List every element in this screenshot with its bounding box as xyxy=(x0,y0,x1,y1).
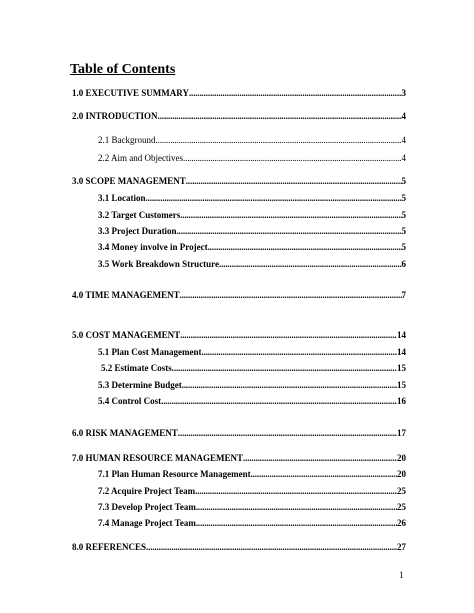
toc-entry-label: 5.3 Determine Budget xyxy=(98,380,182,390)
toc-entry-label: 2.2 Aim and Objectives xyxy=(98,153,183,163)
leader-dots xyxy=(161,395,397,407)
toc-entry xyxy=(72,452,406,464)
toc-entry xyxy=(98,379,406,391)
toc-entry-page: 26 xyxy=(397,518,406,528)
toc-entry xyxy=(98,395,406,407)
toc-entry xyxy=(101,362,406,374)
toc-entry-label: 4.0 TIME MANAGEMENT xyxy=(72,290,180,300)
toc-entry-page: 27 xyxy=(397,542,406,552)
leader-dots xyxy=(202,346,398,358)
page-number: 1 xyxy=(399,570,404,580)
leader-dots xyxy=(177,225,402,237)
toc-entry xyxy=(98,209,406,221)
toc-entry xyxy=(72,87,406,99)
toc-entry-page: 20 xyxy=(397,453,406,463)
toc-entry-label: 5.1 Plan Cost Management xyxy=(98,347,202,357)
toc-entry-page: 25 xyxy=(397,502,406,512)
toc-entry-page: 15 xyxy=(397,363,406,373)
leader-dots xyxy=(172,362,397,374)
toc-entry-label: 3.2 Target Customers xyxy=(98,210,181,220)
toc-entry xyxy=(98,225,406,237)
toc-entry xyxy=(98,346,406,358)
leader-dots xyxy=(156,134,402,146)
leader-dots xyxy=(146,192,402,204)
toc-entry xyxy=(98,468,406,480)
toc-entry-label: 3.3 Project Duration xyxy=(98,226,177,236)
toc-entry-page: 4 xyxy=(401,135,406,145)
toc-entry-label: 7.4 Manage Project Team xyxy=(98,518,196,528)
toc-entry-label: 3.4 Money involve in Project xyxy=(98,242,208,252)
toc-entry-page: 7 xyxy=(401,290,406,300)
toc-entry-label: 5.4 Control Cost xyxy=(98,396,162,406)
toc-entry-label: 7.1 Plan Human Resource Management xyxy=(98,469,251,479)
leader-dots xyxy=(196,517,397,529)
leader-dots xyxy=(146,541,397,553)
toc-entry-label: 6.0 RISK MANAGEMENT xyxy=(72,428,178,438)
leader-dots xyxy=(182,379,397,391)
toc-entry xyxy=(98,258,406,270)
leader-dots xyxy=(208,241,402,253)
toc-entry-label: 1.0 EXECUTIVE SUMMARY xyxy=(72,88,189,98)
toc-entry-label: 3.5 Work Breakdown Structure xyxy=(98,259,220,269)
leader-dots xyxy=(196,501,397,513)
toc-entry-label: 5.0 COST MANAGEMENT xyxy=(72,330,181,340)
toc-entry xyxy=(98,134,406,146)
toc-entry-page: 6 xyxy=(401,259,406,269)
leader-dots xyxy=(158,110,402,122)
toc-entry xyxy=(98,152,406,164)
toc-entry-page: 17 xyxy=(397,428,406,438)
toc-entry-page: 16 xyxy=(397,396,406,406)
leader-dots xyxy=(183,152,402,164)
toc-entry xyxy=(98,501,406,513)
toc-entry-page: 5 xyxy=(401,193,406,203)
toc-entry xyxy=(98,517,406,529)
toc-entry-page: 4 xyxy=(401,153,406,163)
toc-entry xyxy=(72,289,406,301)
toc-entry xyxy=(98,241,406,253)
toc-title: Table of Contents xyxy=(70,62,176,77)
leader-dots xyxy=(186,175,402,187)
toc-entry-label: 7.2 Acquire Project Team xyxy=(98,486,196,496)
leader-dots xyxy=(180,209,401,221)
toc-entry-page: 15 xyxy=(397,380,406,390)
toc-entry-page: 5 xyxy=(401,210,406,220)
toc-entry-page: 3 xyxy=(401,88,406,98)
leader-dots xyxy=(189,87,402,99)
toc-entry-label: 3.0 SCOPE MANAGEMENT xyxy=(72,176,186,186)
toc-entry-page: 5 xyxy=(401,242,406,252)
leader-dots xyxy=(219,258,401,270)
toc-entry xyxy=(72,329,406,341)
toc-entry xyxy=(98,485,406,497)
toc-entry-label: 2.1 Background xyxy=(98,135,156,145)
toc-entry-label: 8.0 REFERENCES xyxy=(72,542,147,552)
toc-entry xyxy=(72,110,406,122)
leader-dots xyxy=(251,468,397,480)
leader-dots xyxy=(178,427,397,439)
toc-entry-page: 5 xyxy=(401,226,406,236)
leader-dots xyxy=(243,452,397,464)
toc-entry-label: 3.1 Location xyxy=(98,193,146,203)
toc-entry-page: 5 xyxy=(401,176,406,186)
leader-dots xyxy=(180,289,402,301)
toc-entry-label: 7.3 Develop Project Team xyxy=(98,502,196,512)
leader-dots xyxy=(180,329,397,341)
toc-entry xyxy=(98,192,406,204)
toc-entry xyxy=(72,541,406,553)
toc-entry-page: 14 xyxy=(397,330,406,340)
toc-entry-page: 14 xyxy=(397,347,406,357)
leader-dots xyxy=(195,485,397,497)
toc-entry-label: 5.2 Estimate Costs xyxy=(101,363,172,373)
toc-entry-page: 20 xyxy=(397,469,406,479)
toc-entry-label: 2.0 INTRODUCTION xyxy=(72,111,158,121)
toc-entry-label: 7.0 HUMAN RESOURCE MANAGEMENT xyxy=(72,453,243,463)
toc-entry xyxy=(72,175,406,187)
toc-entry xyxy=(72,427,406,439)
toc-entry-page: 4 xyxy=(401,111,406,121)
toc-entry-page: 25 xyxy=(397,486,406,496)
